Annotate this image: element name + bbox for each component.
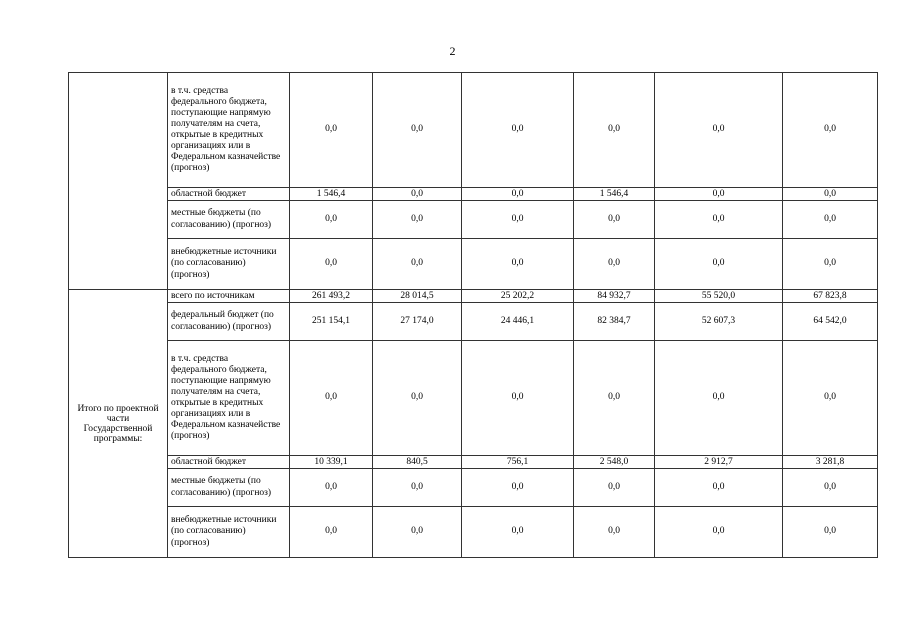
page-number: 2: [449, 44, 456, 58]
value-cell: 0,0: [783, 201, 878, 239]
value-cell: 2 912,7: [655, 456, 783, 469]
value-cell: 0,0: [655, 201, 783, 239]
value-cell: 0,0: [462, 469, 574, 507]
row-label: областной бюджет: [168, 456, 290, 469]
value-cell: 0,0: [574, 239, 655, 290]
value-cell: 0,0: [290, 201, 373, 239]
value-cell: 2 548,0: [574, 456, 655, 469]
value-cell: 251 154,1: [290, 303, 373, 341]
row-label: местные бюджеты (по согласованию) (прогноз): [168, 201, 290, 239]
value-cell: 0,0: [373, 469, 462, 507]
value-cell: 0,0: [290, 73, 373, 188]
value-cell: 0,0: [783, 341, 878, 456]
value-cell: 0,0: [462, 507, 574, 558]
table-row: [69, 188, 878, 201]
value-cell: 0,0: [574, 341, 655, 456]
value-cell: 0,0: [655, 188, 783, 201]
value-cell: 52 607,3: [655, 303, 783, 341]
value-cell: 28 014,5: [373, 290, 462, 303]
value-cell: 0,0: [462, 239, 574, 290]
value-cell: 0,0: [655, 507, 783, 558]
value-cell: 0,0: [655, 469, 783, 507]
value-cell: 0,0: [655, 341, 783, 456]
value-cell: 25 202,2: [462, 290, 574, 303]
value-cell: 0,0: [574, 507, 655, 558]
group-label: [69, 73, 168, 290]
value-cell: 1 546,4: [290, 188, 373, 201]
value-cell: 0,0: [373, 188, 462, 201]
value-cell: 0,0: [290, 507, 373, 558]
value-cell: 0,0: [373, 341, 462, 456]
value-cell: 0,0: [783, 73, 878, 188]
value-cell: 261 493,2: [290, 290, 373, 303]
value-cell: 840,5: [373, 456, 462, 469]
table-row: [69, 507, 878, 558]
value-cell: 756,1: [462, 456, 574, 469]
value-cell: 0,0: [783, 188, 878, 201]
table-row: [69, 456, 878, 469]
value-cell: 0,0: [290, 341, 373, 456]
group-label: Итого по проектной части Государственной программы:: [69, 290, 168, 558]
value-cell: 0,0: [574, 73, 655, 188]
row-label: внебюджетные источники (по согласованию) (прогноз): [168, 507, 290, 558]
value-cell: 0,0: [783, 507, 878, 558]
value-cell: 0,0: [290, 239, 373, 290]
table-row: [69, 73, 878, 188]
value-cell: 0,0: [373, 507, 462, 558]
value-cell: 1 546,4: [574, 188, 655, 201]
value-cell: 0,0: [462, 73, 574, 188]
value-cell: 0,0: [373, 201, 462, 239]
value-cell: 0,0: [462, 188, 574, 201]
value-cell: 0,0: [373, 73, 462, 188]
value-cell: 0,0: [373, 239, 462, 290]
value-cell: 0,0: [783, 469, 878, 507]
value-cell: 24 446,1: [462, 303, 574, 341]
value-cell: 82 384,7: [574, 303, 655, 341]
row-label: внебюджетные источники (по согласованию) (прогноз): [168, 239, 290, 290]
value-cell: 84 932,7: [574, 290, 655, 303]
value-cell: 0,0: [462, 201, 574, 239]
value-cell: 67 823,8: [783, 290, 878, 303]
value-cell: 0,0: [574, 201, 655, 239]
table-row: [69, 201, 878, 239]
budget-table-body: [69, 73, 878, 558]
value-cell: 3 281,8: [783, 456, 878, 469]
row-label: областной бюджет: [168, 188, 290, 201]
table-row: [69, 303, 878, 341]
value-cell: 0,0: [462, 341, 574, 456]
row-label: всего по источникам: [168, 290, 290, 303]
row-label: в т.ч. средства федерального бюджета, поступающие напрямую получателям на счета, открытые в кредитных организациях или в Федеральном казначействе (прогноз): [168, 73, 290, 188]
row-label: в т.ч. средства федерального бюджета, поступающие напрямую получателям на счета, открытые в кредитных организациях или в Федеральном казначействе (прогноз): [168, 341, 290, 456]
value-cell: 55 520,0: [655, 290, 783, 303]
value-cell: 0,0: [783, 239, 878, 290]
value-cell: 0,0: [655, 239, 783, 290]
value-cell: 10 339,1: [290, 456, 373, 469]
row-label: местные бюджеты (по согласованию) (прогноз): [168, 469, 290, 507]
value-cell: 0,0: [290, 469, 373, 507]
value-cell: 0,0: [574, 469, 655, 507]
row-label: федеральный бюджет (по согласованию) (прогноз): [168, 303, 290, 341]
table-row: [69, 469, 878, 507]
table-row: [69, 341, 878, 456]
table-row: [69, 239, 878, 290]
value-cell: 64 542,0: [783, 303, 878, 341]
table-row: [69, 290, 878, 303]
value-cell: 27 174,0: [373, 303, 462, 341]
budget-table: [68, 72, 878, 558]
value-cell: 0,0: [655, 73, 783, 188]
